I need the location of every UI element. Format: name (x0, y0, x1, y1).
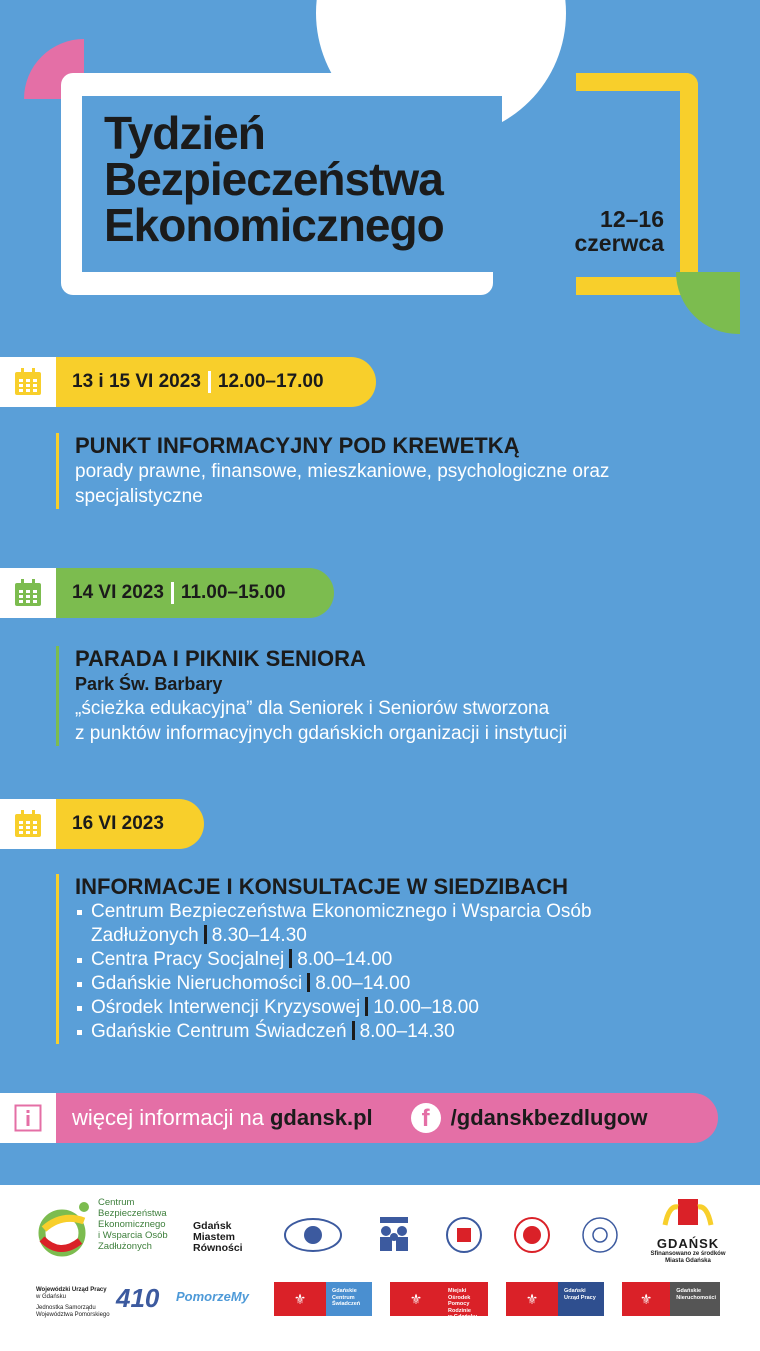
event-date-pill: 16 VI 2023 (56, 799, 204, 849)
event-date-pill: 13 i 15 VI 2023 12.00–17.00 (56, 357, 376, 407)
cbe-logo (36, 1199, 92, 1257)
calendar-icon (0, 799, 56, 849)
event-heading: INFORMACJE I KONSULTACJE W SIEDZIBACH (75, 874, 568, 899)
decor-yellow-bracket (576, 73, 698, 295)
round-logo (510, 1215, 554, 1255)
list-item: Centrum Bezpieczeństwa Ekonomicznego i Wsparcia Osób Zadłużonych 8.30–14.30 (75, 900, 592, 948)
page-title: Tydzień Bezpieczeństwa Ekonomicznego (104, 107, 444, 251)
event-heading: PARADA I PIKNIK SENIORA (75, 646, 366, 671)
website-link[interactable]: gdansk.pl (269, 1105, 373, 1130)
event-block (56, 433, 635, 509)
info-icon (0, 1093, 56, 1143)
event-block: PARADA I PIKNIK SENIORA Park Św. Barbary „ścieżka edukacyjna” dla Seniorek i Seniorów stworzona z punktów informacyjnych gdańskich organizacji i instytucji (56, 646, 567, 746)
event-date-pill: 14 VI 2023 11.00–15.00 (56, 568, 334, 618)
gcs-logo: ⚜ Gdańskie Centrum Świadczeń (274, 1282, 372, 1316)
calendar-icon (0, 568, 56, 618)
info-banner: więcej informacji na gdansk.pl f /gdanskbezdlugow (56, 1093, 718, 1143)
list-item: Gdańskie Centrum Świadczeń 8.00–14.30 (75, 1020, 592, 1044)
facebook-icon: f (411, 1103, 441, 1133)
list-item: Ośrodek Interwencji Kryzysowej 10.00–18.00 (75, 996, 592, 1020)
event-heading: PUNKT INFORMACYJNY POD KREWETKĄ (75, 433, 520, 458)
event-description: porady prawne, finansowe, mieszkaniowe, psychologiczne oraz specjalistyczne (75, 461, 610, 507)
footer-logos (0, 1185, 760, 1351)
gdansk-miastem-rownosci-logo: Gdańsk Miastem Równości (193, 1220, 243, 1254)
wup-logo: Wojewódzki Urząd Pracy w Gdańsku Jednostka Samorządu Województwa Pomorskiego (36, 1287, 110, 1318)
gdansk-city-logo: GDAŃSK Sfinansowano ze środków Miasta Gdańska (650, 1197, 726, 1265)
mopr-logo: ⚜ Miejski Ośrodek Pomocy Rodzinie w Gdańsku (390, 1282, 488, 1316)
gup-logo: ⚜ Gdański Urząd Pracy (506, 1282, 604, 1316)
family-logo (372, 1215, 416, 1255)
pomorze-logo: PomorzeMy (176, 1289, 249, 1304)
stamp-logo (578, 1215, 622, 1255)
logo-410: 410 (116, 1283, 160, 1313)
date-range: 12–16 czerwca (574, 206, 664, 256)
event-block (56, 874, 592, 1044)
gn-logo: ⚜ Gdańskie Nieruchomości (622, 1282, 720, 1316)
facebook-link[interactable]: /gdanskbezdlugow (450, 1105, 648, 1130)
list-item: Gdańskie Nieruchomości 8.00–14.00 (75, 972, 592, 996)
seal-logo (442, 1215, 486, 1255)
calendar-icon (0, 357, 56, 407)
cbe-logo-text: Centrum Bezpieczeństwa Ekonomicznego i Wsparcia Osób Zadłużonych (98, 1197, 168, 1252)
decor-green-quarter (676, 272, 740, 334)
places-list (75, 900, 592, 1044)
emblem-logo (282, 1215, 344, 1255)
event-location: Park Św. Barbary (75, 674, 223, 694)
list-item: Centra Pracy Socjalnej 8.00–14.00 (75, 948, 592, 972)
gdansk-crest-icon (661, 1197, 715, 1229)
